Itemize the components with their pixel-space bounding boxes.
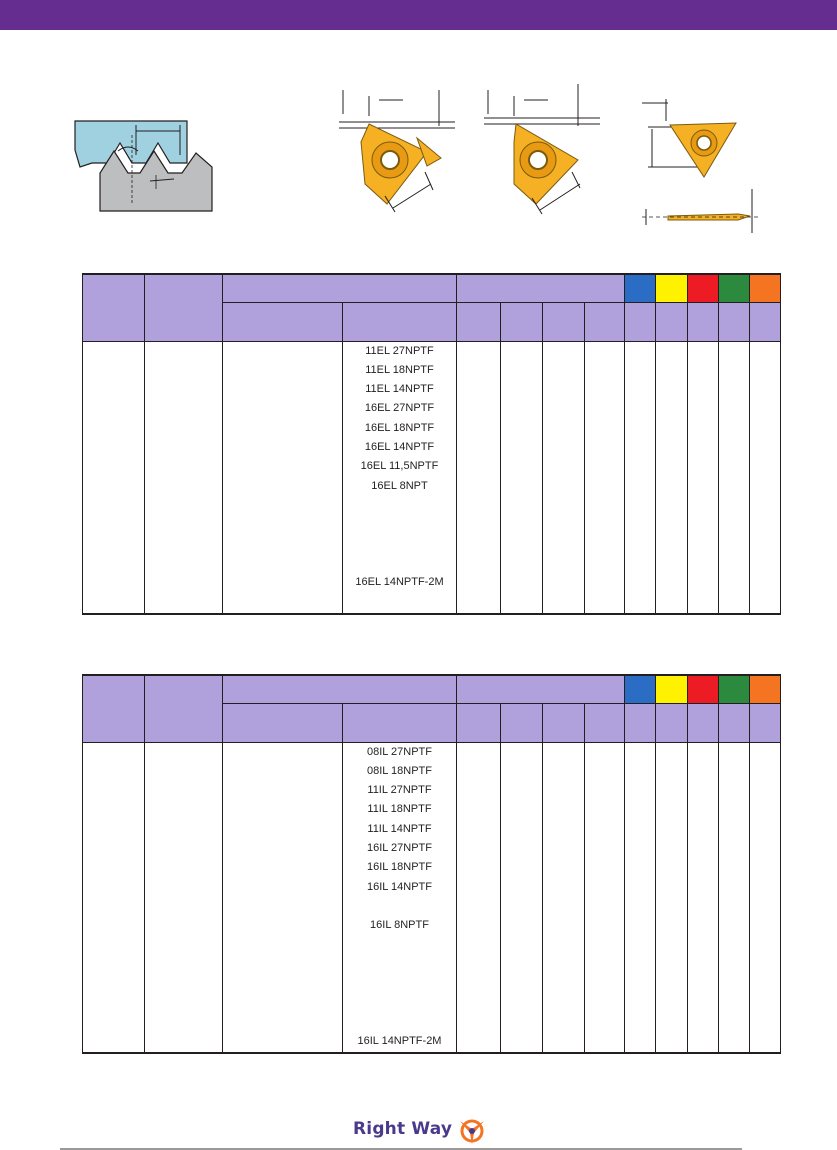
internal-thread-table — [82, 674, 781, 1054]
designation-column — [343, 341, 457, 614]
designation-code: 16EL 27NPTF — [364, 402, 435, 415]
designation-code: 11IL 18NPTF — [367, 803, 432, 816]
designation-code: 16IL 8NPTF — [370, 919, 429, 932]
designation-code — [343, 534, 456, 553]
grade-swatch-orange — [750, 675, 781, 703]
external-insert-diagram — [335, 80, 460, 230]
header-cell — [719, 302, 750, 341]
grade-swatch-green — [719, 675, 750, 703]
header-cell — [656, 302, 688, 341]
header-cell — [543, 703, 585, 742]
header-cell — [625, 703, 656, 742]
header-cell — [457, 274, 625, 302]
grade-swatch-green — [719, 274, 750, 302]
header-cell — [688, 302, 719, 341]
header-bar — [0, 0, 837, 30]
designation-code — [343, 993, 456, 1012]
grade-swatch-blue — [625, 675, 656, 703]
header-cell — [223, 274, 457, 302]
designation-code: 11IL 27NPTF — [367, 784, 432, 797]
grade-swatch-yellow — [656, 675, 688, 703]
designation-code — [343, 935, 456, 954]
designation-code: 11IL 14NPTF — [367, 822, 432, 835]
brand-name: Right Way — [353, 1119, 453, 1139]
designation-code: 16EL 18NPTF — [364, 421, 435, 434]
header-cell — [457, 703, 501, 742]
right-way-logo-icon — [458, 1117, 486, 1145]
designation-code: 16IL 27NPTF — [366, 841, 432, 854]
header-cell — [543, 302, 585, 341]
designation-code: 11EL 18NPTF — [365, 363, 434, 376]
header-cell — [223, 302, 343, 341]
header-cell — [750, 703, 781, 742]
designation-code — [343, 554, 456, 573]
designation-code: 16EL 14NPTF-2M — [355, 576, 444, 589]
header-cell — [656, 703, 688, 742]
designation-code: 16EL 14NPTF — [364, 440, 435, 453]
header-cell — [501, 703, 543, 742]
designation-column — [343, 742, 457, 1053]
header-cell — [83, 274, 145, 341]
designation-code: 11EL 27NPTF — [365, 344, 434, 357]
header-cell — [501, 302, 543, 341]
designation-code — [343, 515, 456, 534]
designation-code: 16IL 14NPTF-2M — [357, 1034, 442, 1047]
header-cell — [457, 675, 625, 703]
header-cell — [343, 703, 457, 742]
grade-swatch-orange — [750, 274, 781, 302]
header-cell — [625, 302, 656, 341]
grade-swatch-yellow — [656, 274, 688, 302]
header-cell — [750, 302, 781, 341]
thread-profile-diagram — [72, 115, 222, 215]
designation-code — [343, 1013, 456, 1032]
header-cell — [688, 703, 719, 742]
designation-code: 08IL 18NPTF — [366, 764, 432, 777]
grade-swatch-red — [688, 675, 719, 703]
header-cell — [457, 302, 501, 341]
insert-dimension-diagram — [638, 95, 763, 235]
header-cell — [585, 302, 625, 341]
designation-code: 16EL 11,5NPTF — [360, 460, 439, 473]
external-thread-table — [82, 273, 781, 615]
header-cell — [719, 703, 750, 742]
header-cell — [145, 274, 223, 341]
designation-code — [343, 955, 456, 974]
designation-code: 16EL 8NPT — [371, 479, 428, 492]
header-cell — [145, 675, 223, 742]
header-cell — [585, 703, 625, 742]
designation-code: 08IL 27NPTF — [366, 745, 432, 758]
header-cell — [223, 675, 457, 703]
grade-swatch-red — [688, 274, 719, 302]
designation-code: 16IL 14NPTF — [366, 880, 432, 893]
header-cell — [83, 675, 145, 742]
header-cell — [223, 703, 343, 742]
designation-code: 16IL 18NPTF — [366, 861, 432, 874]
designation-code — [343, 897, 456, 916]
internal-insert-diagram — [480, 80, 605, 230]
grade-swatch-blue — [625, 274, 656, 302]
header-cell — [343, 302, 457, 341]
designation-code — [343, 974, 456, 993]
designation-code — [343, 496, 456, 515]
designation-code: 11EL 14NPTF — [365, 383, 434, 396]
